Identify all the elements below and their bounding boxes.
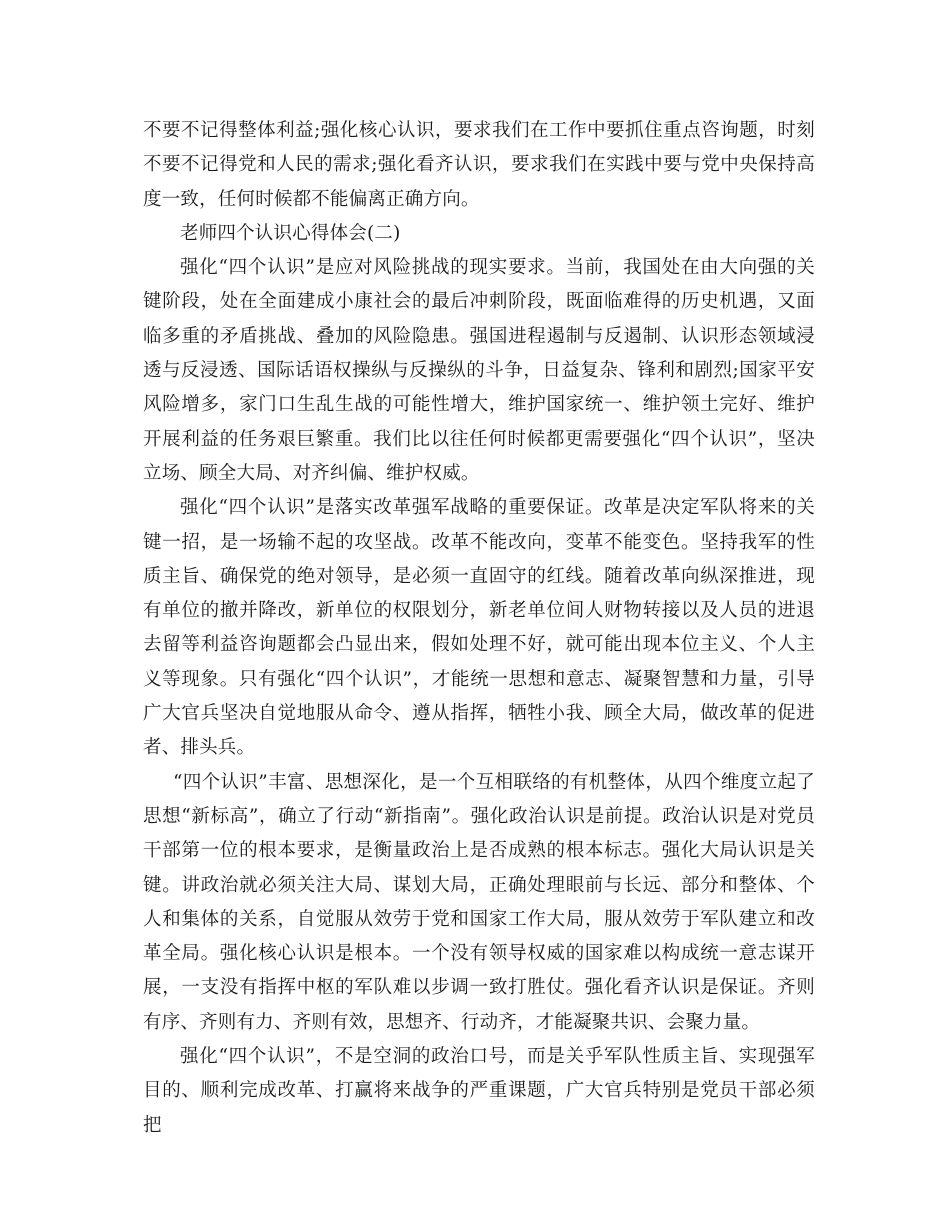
paragraph-not-slogan: 强化“四个认识”，不是空洞的政治口号，而是关乎军队性质主旨、实现强军目的、顺利完成改革、打赢将来战争的严重课题，广大官兵特别是党员干部必须把 bbox=[143, 1046, 815, 1136]
paragraph-continuation: 不要不记得整体利益;强化核心认识，要求我们在工作中要抓住重点咨询题，时刻不要不记得党和人民的需求;强化看齐认识，要求我们在实践中要与党中央保持高度一致，任何时候都不能偏离正确方向。 bbox=[143, 120, 815, 210]
document-page bbox=[143, 114, 815, 1143]
paragraph-four-awareness-whole: “四个认识”丰富、思想深化，是一个互相联络的有机整体，从四个维度立起了思想“新标高”，确立了行动“新指南”。强化政治认识是前提。政治认识是对党员干部第一位的根本要求，是衡量政治上是否成熟的根本标志。强化大局认识是关键。讲政治就必须关注大局、谋划大局，正确处理眼前与长远、部分和整体、个人和集体的关系，自觉服从效劳于党和国家工作大局，服从效劳于军队建立和改革全局。强化核心认识是根本。一个没有领导权威的国家难以构成统一意志谋开展，一支没有指挥中枢的军队难以步调一致打胜仗。强化看齐认识是保证。齐则有序、齐则有力、齐则有效，思想齐、行动齐，才能凝聚共识、会聚力量。 bbox=[143, 771, 815, 1033]
paragraph-risk-challenges: 强化“四个认识”是应对风险挑战的现实要求。当前，我国处在由大向强的关键阶段，处在全面建成小康社会的最后冲刺阶段，既面临难得的历史机遇，又面临多重的矛盾挑战、叠加的风险隐患。强国进程遏制与反遏制、认识形态领域浸透与反浸透、国际话语权操纵与反操纵的斗争，日益复杂、锋利和剧烈;国家平安风险增多，家门口生乱生战的可能性增大，维护国家统一、维护领土完好、维护开展利益的任务艰巨繁重。我们比以往任何时候都更需要强化“四个认识”，坚决立场、顾全大局、对齐纠偏、维护权威。 bbox=[143, 257, 815, 484]
section-heading: 老师四个认识心得体会(二) bbox=[180, 222, 401, 244]
paragraph-reform-guarantee: 强化“四个认识”是落实改革强军战略的重要保证。改革是决定军队将来的关键一招，是一场输不起的攻坚战。改革不能改向，变革不能变色。坚持我军的性质主旨、确保党的绝对领导，是必须一直固守的红线。随着改革向纵深推进，现有单位的撤并降改，新单位的权限划分，新老单位间人财物转接以及人员的进退去留等利益咨询题都会凸显出来，假如处理不好，就可能出现本位主义、个人主义等现象。只有强化“四个认识”，才能统一思想和意志、凝聚智慧和力量，引导广大官兵坚决自觉地服从命令、遵从指挥，牺牲小我、顾全大局，做改革的促进者、排头兵。 bbox=[143, 497, 815, 759]
